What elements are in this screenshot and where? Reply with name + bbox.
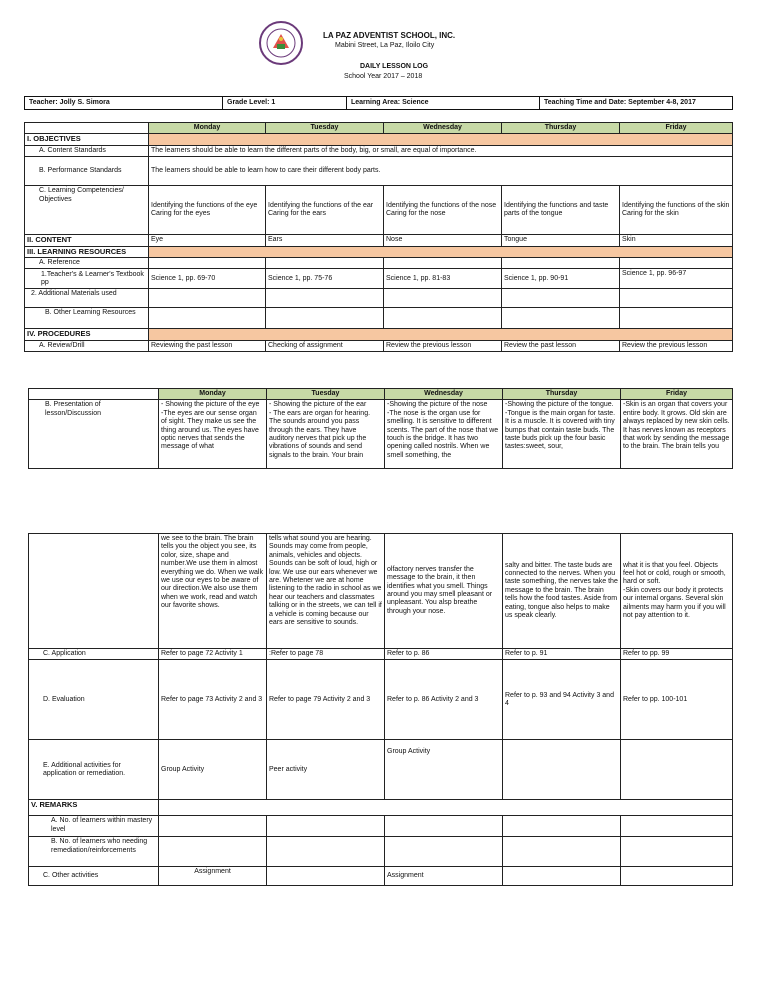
presentation-cell: - Showing the picture of the eye -The eyes are our sense organ of sight. They make us see the thing around us. The eyes have optic nerves that sends the message of what (159, 400, 267, 469)
document-title: DAILY LESSON LOG (360, 63, 429, 70)
additional-activities-label: E. Additional activities for application or remediation. (29, 740, 159, 800)
content-cell: Skin (620, 235, 733, 246)
additional-activities-cell: Group Activity (159, 740, 267, 800)
objectives-heading: I. OBJECTIVES (25, 134, 149, 145)
resources-heading: III. LEARNING RESOURCES (25, 246, 149, 257)
evaluation-cell: Refer to page 73 Activity 2 and 3 (159, 660, 267, 740)
competency-cell: Identifying the functions of the eye Caring for the eyes (149, 186, 266, 235)
day-monday: Monday (159, 389, 267, 400)
presentation-cell: - Showing the picture of the ear - The ears are organ for hearing. The sounds around you pass through the ears. They have auditory nerves that pick up the vibrations of sounds and send signals to the brain. Your brain (267, 400, 385, 469)
day-tuesday: Tuesday (267, 389, 385, 400)
procedures-heading: IV. PROCEDURES (25, 329, 149, 340)
content-cell: Ears (266, 235, 384, 246)
day-tuesday: Tuesday (266, 123, 384, 134)
content-standards: The learners should be able to learn the different parts of the body, big, or small, are equal of importance. (149, 145, 733, 156)
other-activities-cell (621, 867, 733, 886)
content-standards-label: A. Content Standards (25, 145, 149, 156)
school-year: School Year 2017 – 2018 (344, 73, 423, 80)
application-label: C. Application (29, 649, 159, 660)
performance-standards: The learners should be able to learn how to care their different body parts. (149, 157, 733, 186)
review-cell: Reviewing the past lesson (149, 340, 266, 351)
day-wednesday: Wednesday (384, 123, 502, 134)
competency-cell: Identifying the functions of the nose Caring for the nose (384, 186, 502, 235)
school-address: Mabini Street, La Paz, Iloilo City (335, 42, 435, 49)
content-cell: Nose (384, 235, 502, 246)
day-friday: Friday (620, 123, 733, 134)
continuation-cell: salty and bitter. The taste buds are connected to the nerves. When you taste something, the nerves take the message to the brain. The brain tells how the food tastes. Aside from eating, tongue also helps to make us speak clearly. (503, 534, 621, 649)
school-seal-logo (258, 20, 304, 66)
additional-activities-cell (503, 740, 621, 800)
additional-materials-label: 2. Additional Materials used (25, 289, 149, 308)
review-label: A. Review/Drill (25, 340, 149, 351)
learners-remediation-label: B. No. of learners who needing remediation/reinforcements (29, 837, 159, 867)
competency-cell: Identifying the functions of the skin Caring for the skin (620, 186, 733, 235)
day-wednesday: Wednesday (385, 389, 503, 400)
textbook-cell: Science 1, pp. 75-76 (266, 269, 384, 289)
remarks-heading: V. REMARKS (29, 800, 159, 816)
other-activities-cell (503, 867, 621, 886)
teacher-name: Teacher: Jolly S. Simora (25, 97, 223, 110)
application-cell: Refer to page 72 Activity 1 (159, 649, 267, 660)
textbook-label: 1.Teacher's & Learner's Textbook pp (25, 269, 149, 289)
review-cell: Review the previous lesson (384, 340, 502, 351)
textbook-cell: Science 1, pp. 81-83 (384, 269, 502, 289)
additional-activities-cell: Peer activity (267, 740, 385, 800)
application-cell: Refer to pp. 99 (621, 649, 733, 660)
content-heading: II. CONTENT (25, 235, 149, 246)
competency-cell: Identifying the functions and taste parts of the tongue (502, 186, 620, 235)
day-thursday: Thursday (503, 389, 621, 400)
lesson-table-3 (28, 533, 733, 886)
textbook-cell: Science 1, pp. 69-70 (149, 269, 266, 289)
lesson-table-1 (24, 122, 733, 352)
content-cell: Eye (149, 235, 266, 246)
competency-cell: Identifying the functions of the ear Caring for the ears (266, 186, 384, 235)
day-friday: Friday (621, 389, 733, 400)
review-cell: Review the past lesson (502, 340, 620, 351)
other-activities-label: C. Other activities (29, 867, 159, 886)
presentation-cell: -Showing the picture of the nose -The nose is the organ use for smelling. It is sensitive to different scents. The part of the nose that we touch is the bridge. It has two opening called nostrils. When we smell something, the (385, 400, 503, 469)
application-cell: Refer to p. 91 (503, 649, 621, 660)
content-cell: Tongue (502, 235, 620, 246)
review-cell: Checking of assignment (266, 340, 384, 351)
evaluation-cell: Refer to page 79 Activity 2 and 3 (267, 660, 385, 740)
reference-label: A. Reference (25, 258, 149, 269)
continuation-cell: tells what sound you are hearing. Sounds may come from people, animals, vehicles and objects. Sounds can be soft of loud, high or low. We use our ears whenever we are. Whetener we are at home listening to the radio in school as we hear our teachers and classmates talking or in the streets, we can tell if a vehicle is coming because our ears are sensitive to sounds. (267, 534, 385, 649)
evaluation-cell: Refer to p. 86 Activity 2 and 3 (385, 660, 503, 740)
application-cell: Refer to p. 86 (385, 649, 503, 660)
continuation-cell: what it is that you feel. Objects feel hot or cold, rough or smooth, hard or soft. -Skin covers our body it protects our internal organs. Several skin ailments may harm you if you will not pay attention to it. (621, 534, 733, 649)
continuation-cell: olfactory nerves transfer the message to the brain, it then identifies what you smell. Things around you may smell pleasant or unpleasant. You alsp breathe through your nose. (385, 534, 503, 649)
info-table (24, 96, 733, 110)
school-name: LA PAZ ADVENTIST SCHOOL, INC. (323, 31, 456, 40)
additional-activities-cell: Group Activity (385, 740, 503, 800)
evaluation-label: D. Evaluation (29, 660, 159, 740)
performance-standards-label: B. Performance Standards (25, 157, 149, 186)
teaching-time: Teaching Time and Date: September 4-8, 2017 (540, 97, 733, 110)
learners-mastery-label: A. No. of learners within mastery level (29, 816, 159, 837)
competencies-label: C. Learning Competencies/ Objectives (25, 186, 149, 235)
continuation-cell: we see to the brain. The brain tells you the object you see, its color, size, shape and number.We use them in almost everything we do. When we walk we use our eyes to be aware of our direction.We also use them when we work, read and watch our favorite shows. (159, 534, 267, 649)
other-activities-cell: Assignment (385, 867, 503, 886)
other-activities-cell: Assignment (159, 867, 267, 886)
application-cell: :Refer to page 78 (267, 649, 385, 660)
additional-activities-cell (621, 740, 733, 800)
presentation-label: B. Presentation of lesson/Discussion (29, 400, 159, 469)
day-monday: Monday (149, 123, 266, 134)
evaluation-cell: Refer to p. 93 and 94 Activity 3 and 4 (503, 660, 621, 740)
learning-area: Learning Area: Science (347, 97, 540, 110)
other-resources-label: B. Other Learning Resources (25, 308, 149, 329)
day-thursday: Thursday (502, 123, 620, 134)
lesson-table-2 (28, 388, 733, 469)
grade-level: Grade Level: 1 (223, 97, 347, 110)
review-cell: Review the previous lesson (620, 340, 733, 351)
textbook-cell: Science 1, pp. 96-97 (620, 269, 733, 289)
evaluation-cell: Refer to pp. 100-101 (621, 660, 733, 740)
textbook-cell: Science 1, pp. 90-91 (502, 269, 620, 289)
presentation-cell: -Skin is an organ that covers your entire body. It grows. Old skin are always replaced by new skin cells. It has nerves known as receptors that work by sending the message to the brain. The brain tells you (621, 400, 733, 469)
presentation-cell: -Showing the picture of the tongue. -Tongue is the main organ for taste. It is a muscle. It is covered with tiny bumps that contain taste buds. The taste buds pick up the four basic tastes:sweet, sour, (503, 400, 621, 469)
other-activities-cell (267, 867, 385, 886)
